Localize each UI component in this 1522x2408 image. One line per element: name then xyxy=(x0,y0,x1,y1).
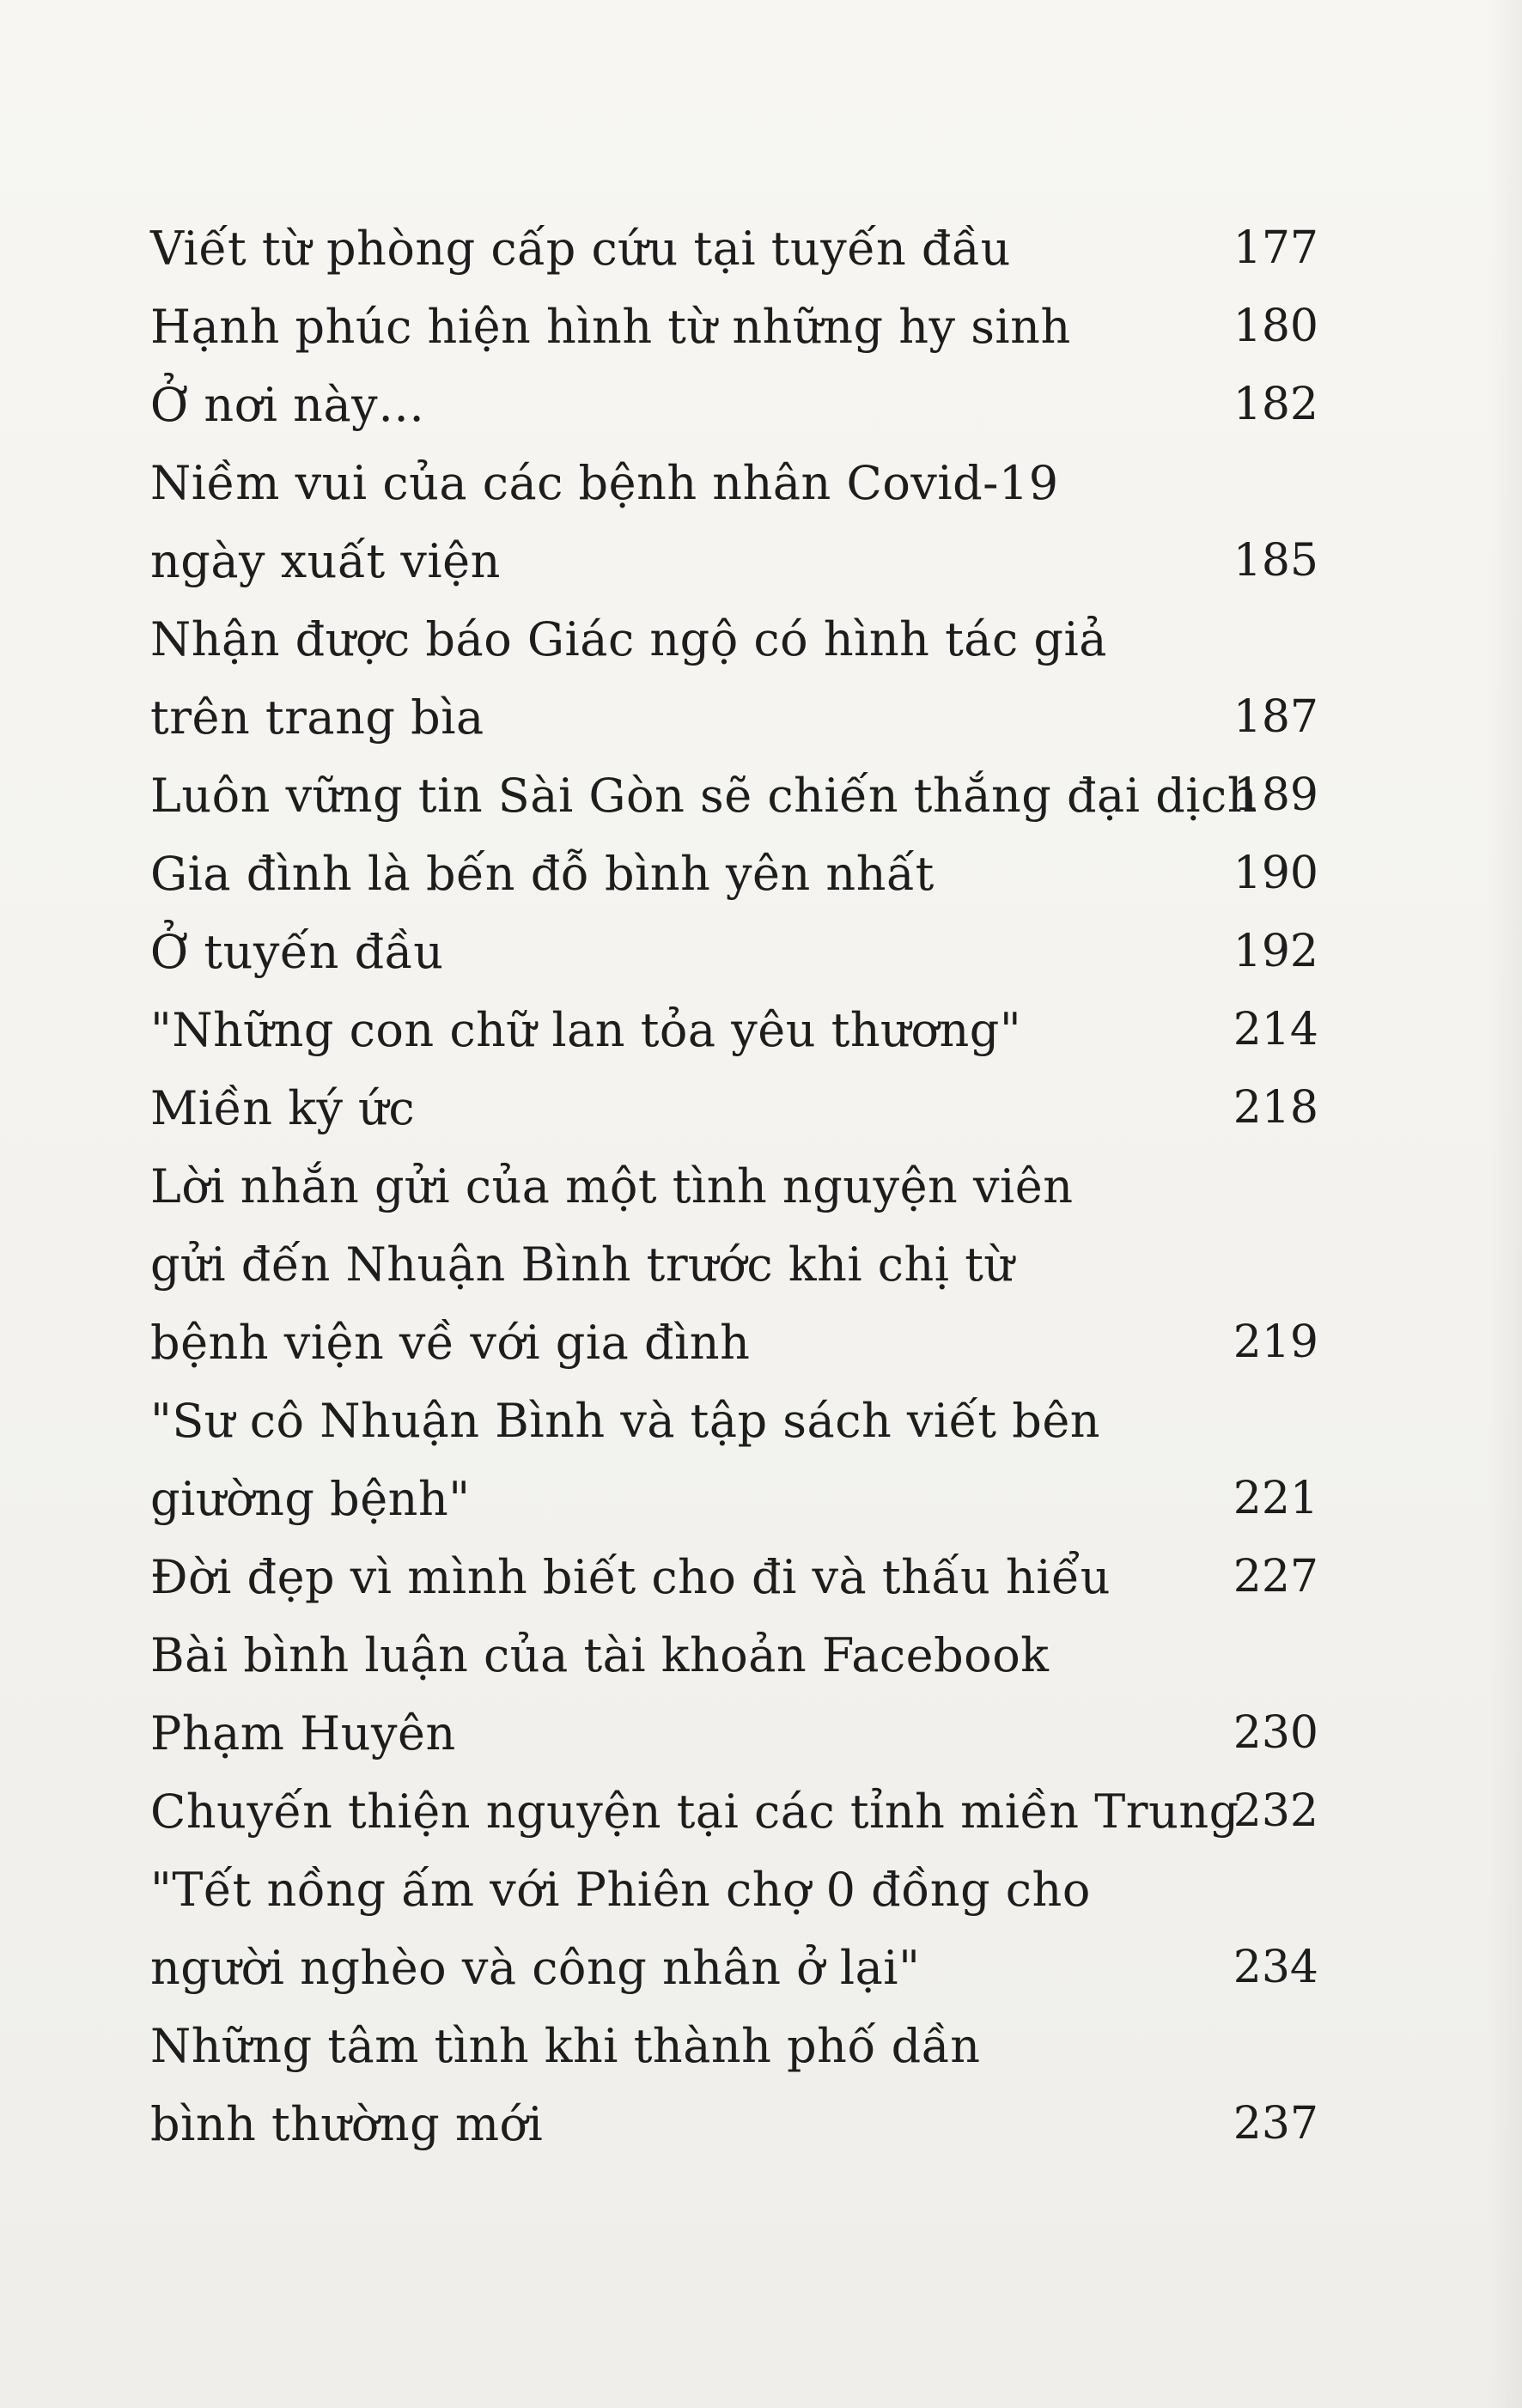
toc-entry xyxy=(150,1851,1318,2007)
toc-entry xyxy=(150,1382,1318,1538)
toc-entry-page-number: 189 xyxy=(1233,769,1318,821)
toc-entry-title-line: Phạm Huyên xyxy=(150,1706,456,1760)
toc-entry-page-number: 182 xyxy=(1233,379,1318,430)
toc-entry-title-line: Nhận được báo Giác ngộ có hình tác giả xyxy=(150,612,1107,666)
table-of-contents xyxy=(150,210,1318,2163)
toc-entry xyxy=(150,913,1318,991)
toc-entry-title-line: Lời nhắn gửi của một tình nguyện viên xyxy=(150,1159,1074,1213)
toc-entry-title-line: Viết từ phòng cấp cứu tại tuyến đầu xyxy=(150,222,1011,276)
toc-entry-title-line: gửi đến Nhuận Bình trước khi chị từ xyxy=(150,1237,1014,1292)
toc-entry xyxy=(150,991,1318,1069)
toc-entry-page-number: 237 xyxy=(1233,2098,1318,2150)
toc-entry xyxy=(150,1147,1318,1382)
toc-entry-title-line: Miền ký ức xyxy=(150,1081,416,1135)
page-edge-shadow xyxy=(1488,0,1522,2408)
toc-entry-title-line: Những tâm tình khi thành phố dần xyxy=(150,2019,981,2073)
toc-entry-page-number: 192 xyxy=(1233,926,1318,977)
toc-entry-page-number: 232 xyxy=(1233,1785,1318,1837)
toc-entry-title-line: Gia đình là bến đỗ bình yên nhất xyxy=(150,847,935,901)
toc-entry-title-line: bệnh viện về với gia đình xyxy=(150,1316,751,1370)
toc-entry-title-line: Luôn vững tin Sài Gòn sẽ chiến thắng đại dịch xyxy=(150,769,1258,823)
toc-entry-title-line: Bài bình luận của tài khoản Facebook xyxy=(150,1628,1050,1682)
toc-entry-page-number: 234 xyxy=(1233,1942,1318,1993)
toc-entry xyxy=(150,835,1318,913)
toc-entry xyxy=(150,1069,1318,1147)
toc-entry xyxy=(150,2007,1318,2163)
toc-entry-title-line: trên trang bìa xyxy=(150,690,484,745)
toc-entry-page-number: 214 xyxy=(1233,1004,1318,1055)
toc-entry xyxy=(150,288,1318,366)
toc-entry-title-line: "Sư cô Nhuận Bình và tập sách viết bên xyxy=(150,1394,1101,1448)
toc-entry xyxy=(150,757,1318,835)
toc-entry-page-number: 190 xyxy=(1233,848,1318,899)
toc-entry-title-line: người nghèo và công nhân ở lại" xyxy=(150,1941,921,1995)
toc-entry-title-line: Hạnh phúc hiện hình từ những hy sinh xyxy=(150,300,1071,354)
toc-entry xyxy=(150,444,1318,600)
toc-entry-page-number: 177 xyxy=(1233,222,1318,274)
toc-entry-title-line: Chuyến thiện nguyện tại các tỉnh miền Trung xyxy=(150,1785,1239,1839)
toc-entry-page-number: 185 xyxy=(1233,535,1318,587)
toc-entry-title-line: "Tết nồng ấm với Phiên chợ 0 đồng cho xyxy=(150,1863,1091,1917)
toc-entry xyxy=(150,600,1318,757)
toc-entry-page-number: 219 xyxy=(1233,1316,1318,1368)
toc-entry-page-number: 230 xyxy=(1233,1707,1318,1759)
toc-entry xyxy=(150,366,1318,444)
toc-entry-title-line: Ở nơi này… xyxy=(150,378,425,432)
toc-entry-page-number: 187 xyxy=(1233,691,1318,743)
toc-entry-title-line: "Những con chữ lan tỏa yêu thương" xyxy=(150,1003,1022,1057)
toc-entry-title-line: Ở tuyến đầu xyxy=(150,925,444,979)
toc-entry xyxy=(150,1773,1318,1851)
toc-entry-title-line: Đời đẹp vì mình biết cho đi và thấu hiểu xyxy=(150,1550,1111,1604)
toc-entry-title-line: Niềm vui của các bệnh nhân Covid-19 xyxy=(150,456,1059,510)
toc-entry-page-number: 180 xyxy=(1233,301,1318,352)
toc-entry-title-line: giường bệnh" xyxy=(150,1472,471,1526)
toc-entry xyxy=(150,1616,1318,1773)
toc-entry-page-number: 218 xyxy=(1233,1082,1318,1134)
toc-entry-page-number: 221 xyxy=(1233,1473,1318,1524)
toc-entry-title-line: ngày xuất viện xyxy=(150,534,501,588)
toc-entry-title-line: bình thường mới xyxy=(150,2097,544,2151)
toc-entry xyxy=(150,210,1318,288)
toc-entry-page-number: 227 xyxy=(1233,1551,1318,1602)
toc-entry xyxy=(150,1538,1318,1616)
